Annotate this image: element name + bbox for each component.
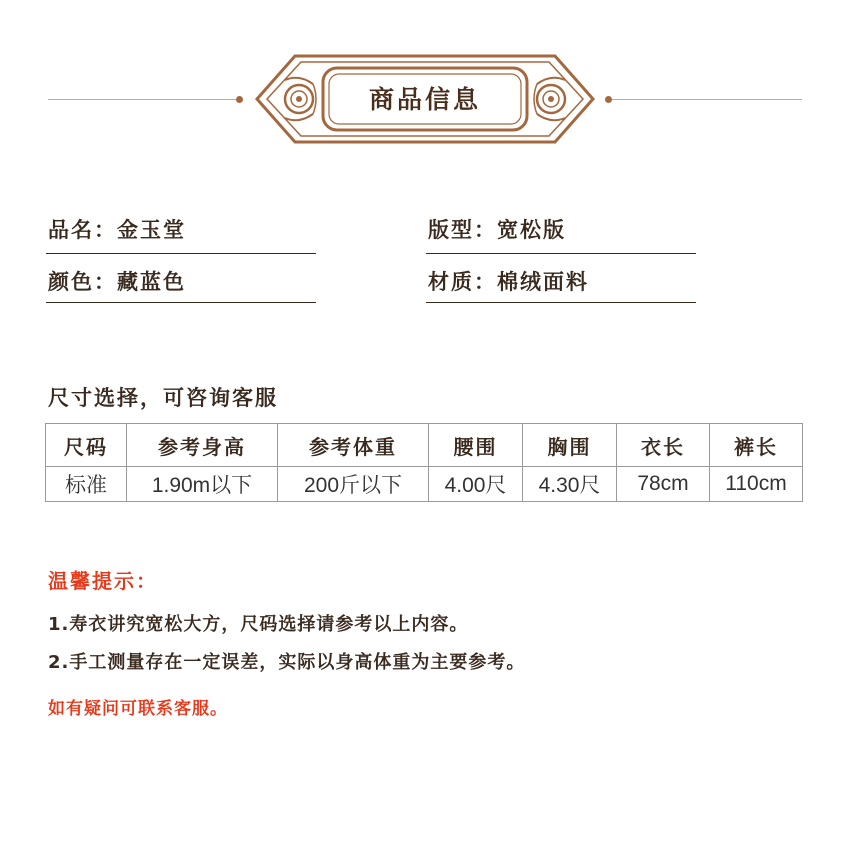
col-header-waist: 腰围 bbox=[429, 424, 523, 467]
info-color: 颜色：藏蓝色 bbox=[48, 270, 186, 294]
cell-chest: 4.30尺 bbox=[523, 467, 617, 502]
cell-pants-length: 110cm bbox=[710, 467, 803, 502]
page-title: 商品信息 bbox=[368, 85, 481, 114]
table-row bbox=[46, 467, 803, 502]
cell-top-length: 78cm bbox=[617, 467, 710, 502]
contact-note: 如有疑问可联系客服。 bbox=[48, 699, 228, 719]
col-header-pants-length: 裤长 bbox=[710, 424, 803, 467]
tips-title: 温馨提示： bbox=[48, 569, 158, 593]
info-fit-underline bbox=[426, 253, 696, 254]
cell-weight: 200斤以下 bbox=[278, 467, 429, 502]
tip-line-1: 1.寿衣讲究宽松大方，尺码选择请参考以上内容。 bbox=[48, 614, 469, 635]
col-header-height: 参考身高 bbox=[127, 424, 278, 467]
col-header-top-length: 衣长 bbox=[617, 424, 710, 467]
info-color-underline bbox=[46, 302, 316, 303]
size-heading: 尺寸选择，可咨询客服 bbox=[48, 386, 278, 410]
tip-line-2: 2.手工测量存在一定误差，实际以身高体重为主要参考。 bbox=[48, 652, 526, 673]
cell-waist: 4.00尺 bbox=[429, 467, 523, 502]
cell-height: 1.90m以下 bbox=[127, 467, 278, 502]
info-name: 品名：金玉堂 bbox=[48, 218, 186, 242]
col-header-weight: 参考体重 bbox=[278, 424, 429, 467]
size-table bbox=[45, 423, 803, 502]
col-header-size: 尺码 bbox=[46, 424, 127, 467]
info-material-underline bbox=[426, 302, 696, 303]
col-header-chest: 胸围 bbox=[523, 424, 617, 467]
size-table-header-row bbox=[46, 424, 803, 467]
info-material: 材质：棉绒面料 bbox=[428, 270, 589, 294]
info-name-underline bbox=[46, 253, 316, 254]
info-fit: 版型：宽松版 bbox=[428, 218, 566, 242]
cell-size: 标准 bbox=[46, 467, 127, 502]
